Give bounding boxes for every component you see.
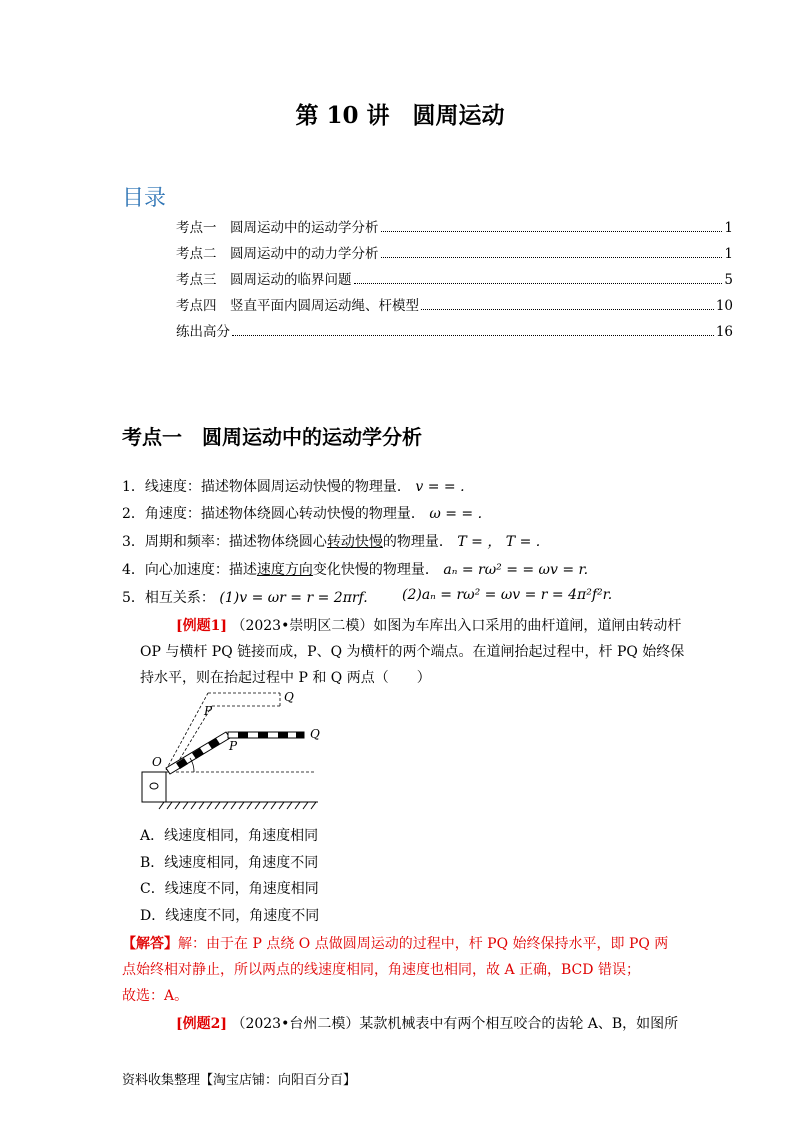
toc-leader-dots — [354, 283, 723, 284]
gate-post — [142, 772, 166, 802]
bar-stripe — [238, 732, 248, 738]
toc-item-page: 5 — [724, 272, 733, 288]
formula: (1)v = ωr = r = 2πrf. — [219, 590, 368, 606]
toc-item-page: 1 — [724, 246, 733, 262]
list-item — [122, 503, 482, 523]
list-text-underlined: 速度方向 — [256, 562, 313, 578]
label-q-raised: Q — [284, 690, 294, 704]
answer-tag: 【解答】 — [122, 936, 178, 952]
toc-item[interactable] — [176, 294, 733, 314]
answer-line: 故选：A。 — [122, 988, 189, 1004]
list-number: 2． — [122, 506, 145, 522]
formula: (2)aₙ = rω² = ωv = r = 4π²f²r. — [402, 587, 613, 603]
example-text: （2023•台州二模）某款机械表中有两个相互咬合的齿轮 A、B，如图所 — [231, 1016, 679, 1032]
option-d: D．线速度不同，角速度不同 — [140, 908, 320, 924]
formula: T = ， T = . — [457, 534, 541, 550]
example-line — [176, 615, 681, 635]
toc-item-label: 考点四 竖直平面内圆周运动绳、杆模型 — [176, 298, 419, 314]
toc-item[interactable] — [176, 216, 733, 236]
toc-item-label: 练出高分 — [176, 324, 230, 340]
toc-heading: 目录 — [122, 186, 167, 211]
toc-item-label: 考点二 圆周运动中的动力学分析 — [176, 246, 379, 262]
list-text: 周期和频率：描述物体绕圆心 — [144, 534, 327, 550]
example-tag: [例题2] — [176, 1016, 227, 1032]
label-p: P — [229, 739, 238, 753]
example-tag: [例题1] — [176, 618, 227, 634]
example-line: 持水平，则在抬起过程中 P 和 Q 两点（ ） — [140, 670, 431, 686]
ground-hatch — [159, 802, 316, 809]
list-item — [122, 587, 613, 607]
list-text: 的物理量． — [382, 534, 453, 550]
toc-item-label: 考点三 圆周运动的临界问题 — [176, 272, 352, 288]
toc-item[interactable] — [176, 320, 733, 340]
toc-item-label: 考点一 圆周运动中的运动学分析 — [176, 220, 379, 236]
list-text-underlined: 转动快慢 — [326, 534, 383, 550]
list-number: 1． — [122, 479, 145, 495]
page-title: 第 10 讲 圆周运动 — [295, 102, 505, 129]
list-number: 3． — [122, 534, 145, 550]
section-heading: 考点一 圆周运动中的运动学分析 — [122, 425, 422, 449]
example-line: OP 与横杆 PQ 链接而成，P、Q 为横杆的两个端点。在道闸抬起过程中，杆 PQ 始终保 — [140, 644, 685, 660]
toc-leader-dots — [381, 257, 723, 258]
list-item — [122, 531, 540, 551]
toc-leader-dots — [421, 309, 714, 310]
formula: aₙ = rω² = = ωv = r. — [443, 562, 589, 578]
list-text: 角速度：描述物体绕圆心转动快慢的物理量． — [144, 506, 425, 522]
formula: ω = = . — [429, 506, 483, 522]
toc-item-page: 16 — [715, 324, 733, 340]
toc-item-page: 1 — [724, 220, 733, 236]
option-c: C．线速度不同，角速度相同 — [140, 881, 319, 897]
toc-item-page: 10 — [715, 298, 733, 314]
example-line — [176, 1013, 678, 1033]
bar-stripe — [278, 732, 288, 738]
toc-leader-dots — [381, 231, 723, 232]
answer-line: 点始终相对静止，所以两点的线速度相同，角速度也相同，故 A 正确，BCD 错误； — [122, 962, 640, 978]
list-number: 5． — [122, 590, 145, 606]
list-text: 向心加速度：描述 — [144, 562, 257, 578]
answer-text: 解：由于在 P 点绕 O 点做圆周运动的过程中，杆 PQ 始终保持水平，即 PQ 两 — [178, 936, 669, 952]
formula: v = = . — [415, 479, 465, 495]
toc-leader-dots — [232, 335, 714, 336]
list-item — [122, 476, 465, 496]
page-footer: 资料收集整理【淘宝店铺：向阳百分百】 — [122, 1073, 357, 1088]
label-q: Q — [310, 727, 320, 741]
example-text: （2023•崇明区二模）如图为车库出入口采用的曲杆道闸，道闸由转动杆 — [231, 618, 682, 634]
answer-line — [122, 933, 668, 953]
list-text: 线速度：描述物体圆周运动快慢的物理量． — [144, 479, 411, 495]
bar-stripe — [296, 732, 304, 738]
gate-figure — [130, 688, 330, 813]
toc-item[interactable] — [176, 268, 733, 288]
label-o: O — [152, 755, 162, 769]
option-b: B．线速度相同，角速度不同 — [140, 855, 319, 871]
option-a: A．线速度相同，角速度相同 — [140, 828, 319, 844]
toc-item[interactable] — [176, 242, 733, 262]
list-item — [122, 559, 588, 579]
list-number: 4． — [122, 562, 145, 578]
bar-stripe — [258, 732, 268, 738]
list-text: 相互关系： — [144, 590, 215, 606]
label-p-raised: P — [204, 704, 213, 718]
list-text: 变化快慢的物理量． — [312, 562, 439, 578]
